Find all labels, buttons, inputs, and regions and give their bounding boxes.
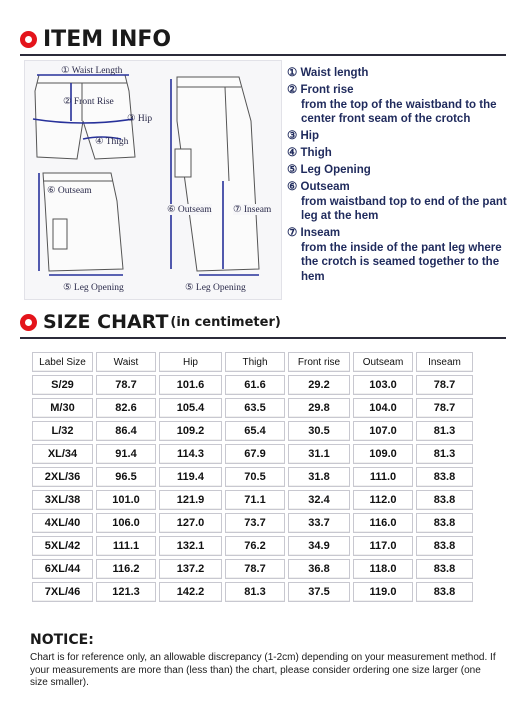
table-cell: 83.8 [416, 559, 473, 579]
item-info-title: ITEM INFO [43, 27, 172, 52]
table-cell: 83.8 [416, 513, 473, 533]
table-row [32, 513, 473, 533]
table-cell: 107.0 [353, 421, 413, 441]
table-cell: 78.7 [416, 398, 473, 418]
table-cell: M/30 [32, 398, 93, 418]
table-cell: 111.0 [353, 467, 413, 487]
measurement-legend [287, 66, 512, 287]
divider [20, 54, 506, 56]
notice-text: Chart is for reference only, an allowable discrepancy (1-2cm) depending on your measurement method. If your measurements are more than (less than) the chart, please consider ordering one size larger (one size smaller). [30, 652, 496, 688]
table-cell: 76.2 [225, 536, 285, 556]
table-row [32, 467, 473, 487]
column-header: Waist [96, 352, 156, 372]
table-cell: 109.2 [159, 421, 222, 441]
diagram-label-leg-opening-right: ⑤ Leg Opening [185, 283, 246, 293]
column-header: Outseam [353, 352, 413, 372]
table-cell: 86.4 [96, 421, 156, 441]
table-cell: 67.9 [225, 444, 285, 464]
table-cell: 105.4 [159, 398, 222, 418]
table-cell: 29.2 [288, 375, 350, 395]
table-cell: S/29 [32, 375, 93, 395]
table-cell: 101.6 [159, 375, 222, 395]
legend-label: ⑤ Leg Opening [287, 164, 371, 176]
measurement-diagram [24, 60, 282, 300]
table-header-row [32, 352, 473, 372]
legend-label: ⑥ Outseam [287, 181, 350, 193]
size-chart-subtitle: (in centimeter) [170, 314, 281, 330]
table-cell: 116.2 [96, 559, 156, 579]
table-cell: 111.1 [96, 536, 156, 556]
table-cell: 32.4 [288, 490, 350, 510]
table-cell: 96.5 [96, 467, 156, 487]
legend-label: ② Front rise [287, 84, 354, 96]
legend-item [287, 83, 512, 127]
table-cell: 118.0 [353, 559, 413, 579]
table-cell: 31.8 [288, 467, 350, 487]
column-header: Front rise [288, 352, 350, 372]
diagram-label-waist: ① Waist Length [61, 66, 123, 76]
size-chart-table [29, 349, 476, 605]
table-cell: 37.5 [288, 582, 350, 602]
table-cell: 91.4 [96, 444, 156, 464]
notice-title: NOTICE: [30, 632, 94, 648]
table-row [32, 490, 473, 510]
table-cell: 83.8 [416, 490, 473, 510]
size-chart-header [20, 311, 281, 333]
table-cell: 137.2 [159, 559, 222, 579]
table-cell: 119.4 [159, 467, 222, 487]
diagram-label-inseam-right: ⑦ Inseam [233, 205, 272, 215]
column-header: Hip [159, 352, 222, 372]
table-cell: 31.1 [288, 444, 350, 464]
table-row [32, 536, 473, 556]
diagram-label-front-rise: ② Front Rise [63, 97, 114, 107]
red-ring-icon [20, 314, 37, 331]
table-cell: 83.8 [416, 582, 473, 602]
table-row [32, 582, 473, 602]
table-cell: 3XL/38 [32, 490, 93, 510]
legend-label: ① Waist length [287, 67, 369, 79]
legend-label: ③ Hip [287, 130, 320, 142]
table-cell: 63.5 [225, 398, 285, 418]
table-row [32, 375, 473, 395]
table-cell: 142.2 [159, 582, 222, 602]
table-cell: 132.1 [159, 536, 222, 556]
table-row [32, 421, 473, 441]
table-row [32, 444, 473, 464]
table-row [32, 559, 473, 579]
table-cell: 7XL/46 [32, 582, 93, 602]
table-cell: 109.0 [353, 444, 413, 464]
legend-item [287, 129, 512, 144]
legend-label: ⑦ Inseam [287, 227, 341, 239]
table-cell: 70.5 [225, 467, 285, 487]
table-cell: 103.0 [353, 375, 413, 395]
table-cell: L/32 [32, 421, 93, 441]
table-cell: 81.3 [416, 421, 473, 441]
table-cell: 5XL/42 [32, 536, 93, 556]
table-cell: XL/34 [32, 444, 93, 464]
size-chart-title: SIZE CHART [43, 311, 169, 333]
legend-item [287, 146, 512, 161]
diagram-label-hip: ③ Hip [127, 114, 153, 124]
table-cell: 6XL/44 [32, 559, 93, 579]
legend-label: ④ Thigh [287, 147, 332, 159]
table-cell: 61.6 [225, 375, 285, 395]
legend-item [287, 180, 512, 224]
item-info-header [20, 27, 171, 52]
table-cell: 114.3 [159, 444, 222, 464]
legend-description: from the inside of the pant leg where the crotch is seamed together to the hem [301, 241, 502, 283]
table-cell: 36.8 [288, 559, 350, 579]
table-cell: 119.0 [353, 582, 413, 602]
table-cell: 81.3 [416, 444, 473, 464]
table-cell: 116.0 [353, 513, 413, 533]
table-cell: 121.9 [159, 490, 222, 510]
table-cell: 65.4 [225, 421, 285, 441]
diagram-label-leg-opening-left: ⑤ Leg Opening [63, 283, 124, 293]
diagram-label-thigh: ④ Thigh [95, 137, 129, 147]
legend-item [287, 66, 512, 81]
table-cell: 82.6 [96, 398, 156, 418]
table-cell: 2XL/36 [32, 467, 93, 487]
table-cell: 33.7 [288, 513, 350, 533]
table-cell: 73.7 [225, 513, 285, 533]
table-cell: 29.8 [288, 398, 350, 418]
table-cell: 83.8 [416, 467, 473, 487]
table-cell: 71.1 [225, 490, 285, 510]
red-ring-icon [20, 31, 37, 48]
table-cell: 127.0 [159, 513, 222, 533]
table-cell: 117.0 [353, 536, 413, 556]
table-cell: 106.0 [96, 513, 156, 533]
column-header: Label Size [32, 352, 93, 372]
divider [20, 337, 506, 339]
table-cell: 34.9 [288, 536, 350, 556]
table-cell: 30.5 [288, 421, 350, 441]
table-cell: 4XL/40 [32, 513, 93, 533]
diagram-label-outseam-right: ⑥ Outseam [167, 205, 212, 215]
table-cell: 121.3 [96, 582, 156, 602]
table-cell: 78.7 [416, 375, 473, 395]
table-cell: 78.7 [96, 375, 156, 395]
column-header: Thigh [225, 352, 285, 372]
table-row [32, 398, 473, 418]
column-header: Inseam [416, 352, 473, 372]
table-cell: 104.0 [353, 398, 413, 418]
legend-description: from waistband top to end of the pant leg at the hem [301, 195, 507, 222]
legend-description: from the top of the waistband to the center front seam of the crotch [301, 98, 497, 125]
legend-item [287, 163, 512, 178]
legend-item [287, 226, 512, 284]
table-cell: 81.3 [225, 582, 285, 602]
table-cell: 101.0 [96, 490, 156, 510]
table-cell: 78.7 [225, 559, 285, 579]
table-cell: 112.0 [353, 490, 413, 510]
diagram-label-outseam-left: ⑥ Outseam [47, 186, 92, 196]
table-cell: 83.8 [416, 536, 473, 556]
